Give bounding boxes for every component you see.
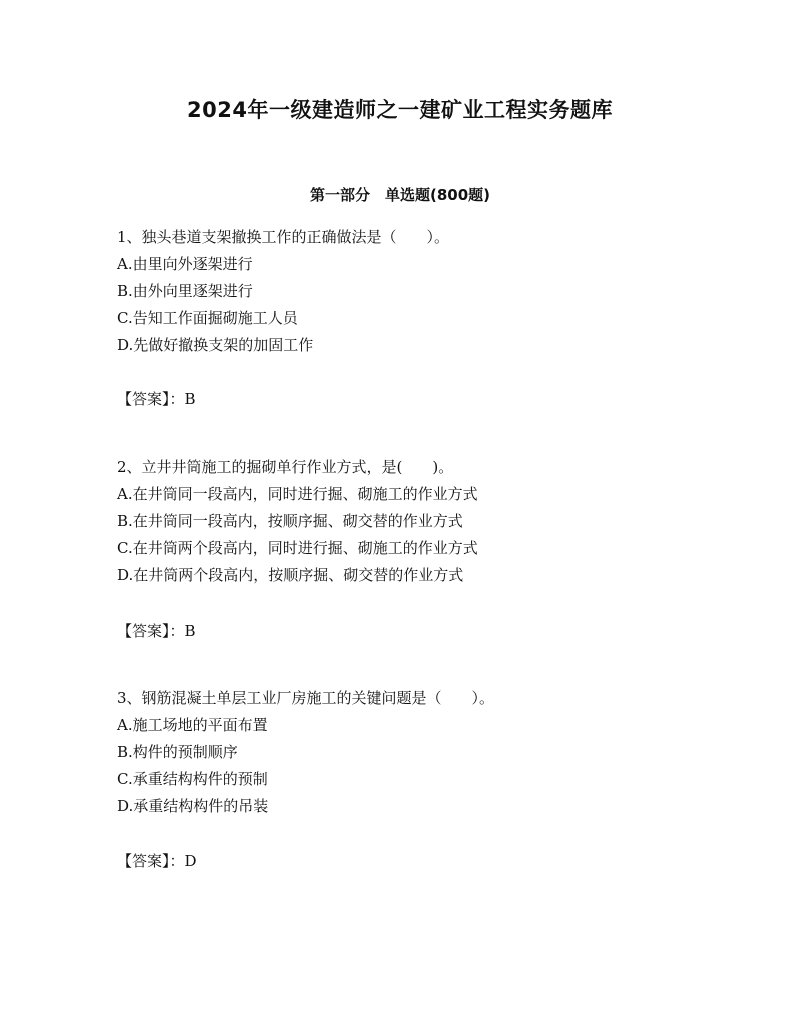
question-3-option-a: A.施工场地的平面布置 <box>117 716 268 734</box>
answer-value: B <box>184 390 196 408</box>
question-3-option-c: C.承重结构构件的预制 <box>117 770 268 788</box>
question-3-stem: 3、钢筋混凝土单层工业厂房施工的关键问题是（ ）。 <box>117 689 495 707</box>
question-2-option-c: C.在井筒两个段高内，同时进行掘、砌施工的作业方式 <box>117 539 478 557</box>
answer-value: B <box>184 622 196 640</box>
question-3-option-d: D.承重结构构件的吊装 <box>117 797 269 815</box>
answer-label: 【答案】： <box>117 622 185 640</box>
question-1-option-c: C.告知工作面掘砌施工人员 <box>117 309 298 327</box>
question-2-stem: 2、立井井筒施工的掘砌单行作业方式，是( )。 <box>117 458 454 476</box>
section-title: 第一部分 单选题(800题) <box>309 186 491 204</box>
answer-label: 【答案】： <box>117 852 185 870</box>
question-1-stem: 1、独头巷道支架撤换工作的正确做法是（ ）。 <box>117 228 450 246</box>
question-3-option-b: B.构件的预制顺序 <box>117 743 238 761</box>
question-2-option-d: D.在井筒两个段高内，按顺序掘、砌交替的作业方式 <box>117 566 464 584</box>
answer-label: 【答案】： <box>117 390 185 408</box>
question-1-option-a: A.由里向外逐架进行 <box>117 255 253 273</box>
question-1-option-b: B.由外向里逐架进行 <box>117 282 253 300</box>
question-2-option-b: B.在井筒同一段高内，按顺序掘、砌交替的作业方式 <box>117 512 463 530</box>
question-1-option-d: D.先做好撤换支架的加固工作 <box>117 336 314 354</box>
answer-value: D <box>184 852 197 870</box>
question-2-answer <box>117 621 196 641</box>
question-3-answer <box>117 851 197 871</box>
question-1-answer <box>117 389 196 409</box>
document-title: 2024年一级建造师之一建矿业工程实务题库 <box>187 98 613 122</box>
question-2-option-a: A.在井筒同一段高内，同时进行掘、砌施工的作业方式 <box>117 485 478 503</box>
